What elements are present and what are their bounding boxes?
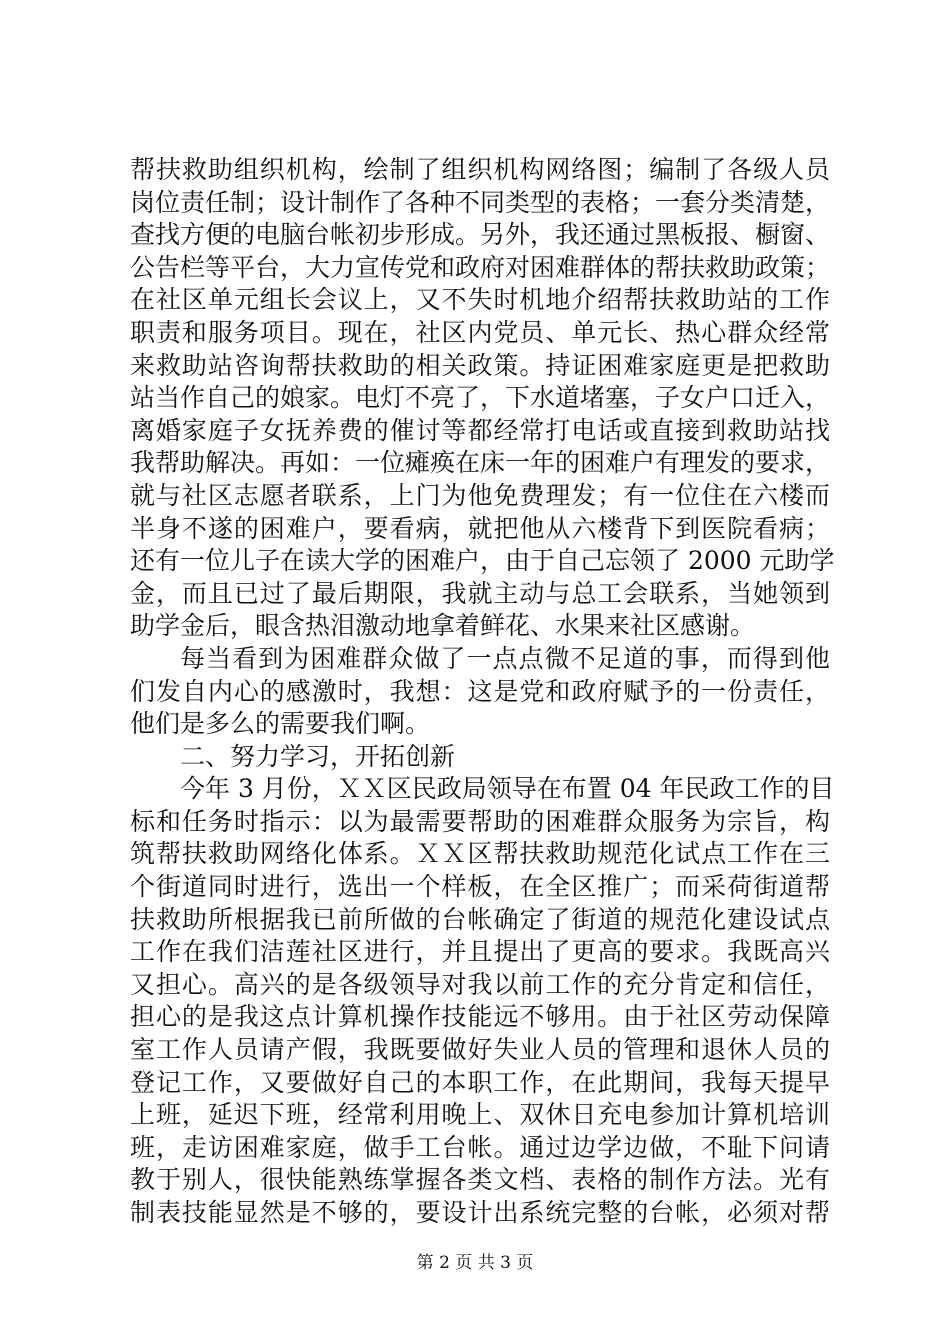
- text-line: 上班，延迟下班，经常利用晚上、双休日充电参加计算机培训: [130, 1100, 830, 1130]
- text-line: 担心的是我这点计算机操作技能远不够用。由于社区劳动保障: [130, 1002, 830, 1032]
- text-line: 公告栏等平台，大力宣传党和政府对困难群体的帮扶救助政策；: [130, 252, 831, 282]
- text-line: 工作在我们洁莲社区进行，并且提出了更高的要求。我既高兴: [130, 937, 830, 967]
- text-line: 又担心。高兴的是各级领导对我以前工作的充分肯定和信任，: [130, 969, 830, 999]
- body-text: [130, 154, 835, 1230]
- text-line: 他们是多么的需要我们啊。: [130, 709, 431, 739]
- text-line: 岗位责任制；设计制作了各种不同类型的表格；一套分类清楚，: [130, 187, 831, 217]
- text-line: 教于别人，很快能熟练掌握各类文档、表格的制作方法。光有: [130, 1165, 830, 1195]
- text-line: 登记工作，又要做好自己的本职工作，在此期间，我每天提早: [130, 1067, 830, 1097]
- text-line: 帮扶救助组织机构，绘制了组织机构网络图；编制了各级人员: [130, 155, 830, 184]
- text-line: 我帮助解决。再如：一位瘫痪在床一年的困难户有理发的要求，: [130, 448, 831, 478]
- text-line: 来救助站咨询帮扶救助的相关政策。持证困难家庭更是把救助: [130, 350, 830, 380]
- text-line: 制表技能显然是不够的，要设计出系统完整的台帐，必须对帮: [130, 1198, 830, 1227]
- text-line: 查找方便的电脑台帐初步形成。另外，我还通过黑板报、橱窗、: [130, 220, 831, 250]
- text-line: 半身不遂的困难户，要看病，就把他从六楼背下到医院看病；: [130, 513, 830, 543]
- text-line: 室工作人员请产假，我既要做好失业人员的管理和退休人员的: [130, 1035, 830, 1065]
- text-line: 标和任务时指示：以为最需要帮助的困难群众服务为宗旨，构: [130, 806, 830, 836]
- text-line: 金，而且已过了最后期限，我就主动与总工会联系，当她领到: [130, 578, 830, 608]
- text-line: 筑帮扶救助网络化体系。ＸＸ区帮扶救助规范化试点工作在三: [130, 839, 830, 869]
- text-line: 扶救助所根据我已前所做的台帐确定了街道的规范化建设试点: [130, 904, 830, 934]
- text-line: 离婚家庭子女抚养费的催讨等都经常打电话或直接到救助站找: [130, 415, 830, 445]
- text-line: 就与社区志愿者联系，上门为他免费理发；有一位住在六楼而: [130, 480, 830, 510]
- text-line: 们发自内心的感激时，我想：这是党和政府赋予的一份责任，: [130, 676, 830, 706]
- text-line: 在社区单元组长会议上，又不失时机地介绍帮扶救助站的工作: [130, 285, 830, 315]
- text-line: 职责和服务项目。现在，社区内党员、单元长、热心群众经常: [130, 317, 830, 347]
- text-line: 还有一位儿子在读大学的困难户，由于自己忘领了 2000 元助学: [130, 546, 835, 576]
- text-line: 个街道同时进行，选出一个样板，在全区推广；而采荷街道帮: [130, 872, 830, 902]
- text-line: 助学金后，眼含热泪激动地拿着鲜花、水果来社区感谢。: [130, 611, 756, 641]
- page-footer: 第 2 页 共 3 页: [416, 1253, 534, 1273]
- text-line: 站当作自己的娘家。电灯不亮了，下水道堵塞，子女户口迁入，: [130, 383, 831, 413]
- text-line: 班，走访困难家庭，做手工台帐。通过边学边做，不耻下问请: [130, 1132, 830, 1162]
- text-line: 二、努力学习，开拓创新: [180, 741, 456, 771]
- text-line: 今年 3 月份，ＸＸ区民政局领导在布置 04 年民政工作的目: [180, 774, 835, 804]
- text-line: 每当看到为困难群众做了一点点微不足道的事，而得到他: [180, 643, 830, 673]
